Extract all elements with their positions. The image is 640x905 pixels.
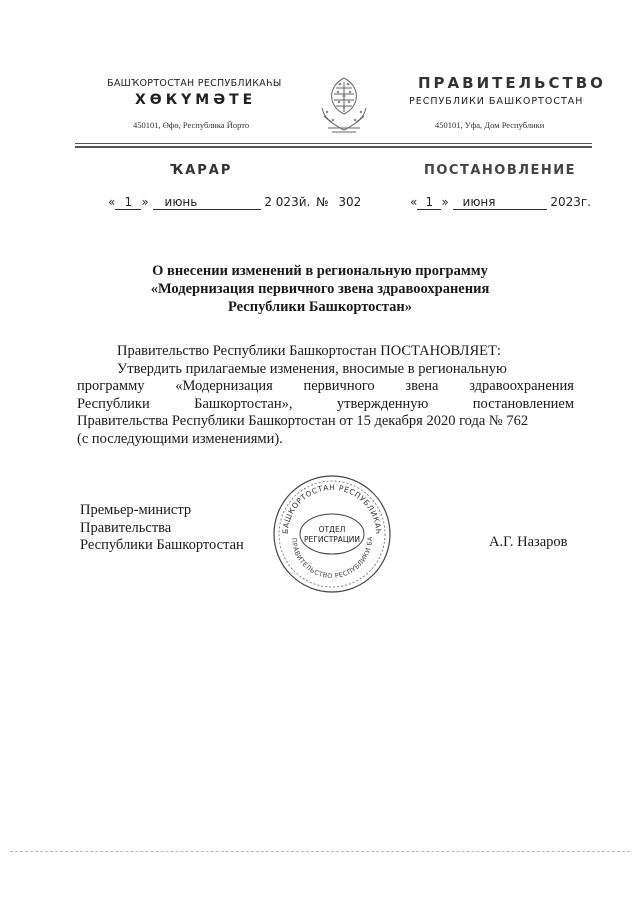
doc-type-right: ПОСТАНОВЛЕНИЕ [424,163,577,178]
body-lead: Правительство Республики Башкортостан ПОСТАНОВЛЯЕТ: [117,343,501,359]
body-line-2 [77,378,574,396]
header-left-line2: ХӨКҮМӘТЕ [135,92,257,108]
coat-of-arms-icon [318,72,370,138]
body-word: первичного [303,378,375,395]
signature-position-line-2: Правительства [80,519,172,536]
header-rule-top [75,143,592,144]
date-right-day: 1 [417,195,441,210]
document-body [77,343,574,449]
body-line-1 [77,361,574,379]
body-line-1-text: Утвердить прилагаемые изменения, вносимые в региональную [117,360,507,377]
title-line-3: Республики Башкортостан» [228,299,412,315]
body-word: утвержденную [336,395,429,412]
body-line-4: Правительства Республики Башкортостан от 15 декабря 2020 года № 762 [77,413,529,430]
title-line-2: «Модернизация первичного звена здравоохранения [150,281,490,297]
header-right-address: 450101, Уфа, Дом Республики [435,120,545,130]
date-right-year: 2023г. [550,195,592,209]
date-right: « 1 » июня 2023г. [410,195,592,209]
order-number [316,195,361,209]
date-left-year: 2 023й. [264,195,311,209]
registration-stamp [270,472,394,596]
body-word: программу [77,378,145,395]
header-left-line1: БАШҠОРТОСТАН РЕСПУБЛИКАҺЫ [107,78,282,89]
order-number-label: № [316,195,329,209]
title-line-1: О внесении изменений в региональную программу [152,263,488,279]
order-number-value: 302 [338,195,362,209]
body-word: Башкортостан», [194,395,293,412]
date-left-month: июнь [153,195,261,210]
date-left-day: 1 [115,195,141,210]
body-line-5: (с последующими изменениями). [77,430,283,447]
body-line-3 [77,396,574,414]
body-word: «Модернизация [175,378,273,395]
stamp-outer-text: БАШКОРТОСТАН РЕСПУБЛИКАҺ [280,482,384,535]
header-left-address: 450101, Өфө, Республика Йорто [133,120,250,130]
body-word: звена [405,378,439,395]
page-bottom-rule [10,851,630,852]
header-right-line2: РЕСПУБЛИКИ БАШКОРТОСТАН [409,96,584,107]
signature-position-line-1: Премьер-министр [80,502,192,518]
date-right-month: июня [453,195,547,210]
stamp-center-line-2: РЕГИСТРАЦИИ [304,535,360,544]
body-word: здравоохранения [469,378,574,395]
signer-name: А.Г. Назаров [489,534,568,550]
stamp-bottom-text: ПРАВИТЕЛЬСТВО РЕСПУБЛИКИ БА [289,536,375,581]
doc-type-left: ҠАРАР [170,163,233,178]
header-right-line1: ПРАВИТЕЛЬСТВО [418,74,606,92]
header-rule-bottom [75,146,592,148]
body-word: постановлением [472,395,574,412]
document-title [0,262,640,316]
date-left: « 1 » июнь 2 023й. [108,195,311,209]
stamp-center-line-1: ОТДЕЛ [318,525,346,534]
signature-position [80,502,244,555]
body-word: Республики [77,395,150,412]
signature-position-line-3: Республики Башкортостан [80,537,244,554]
